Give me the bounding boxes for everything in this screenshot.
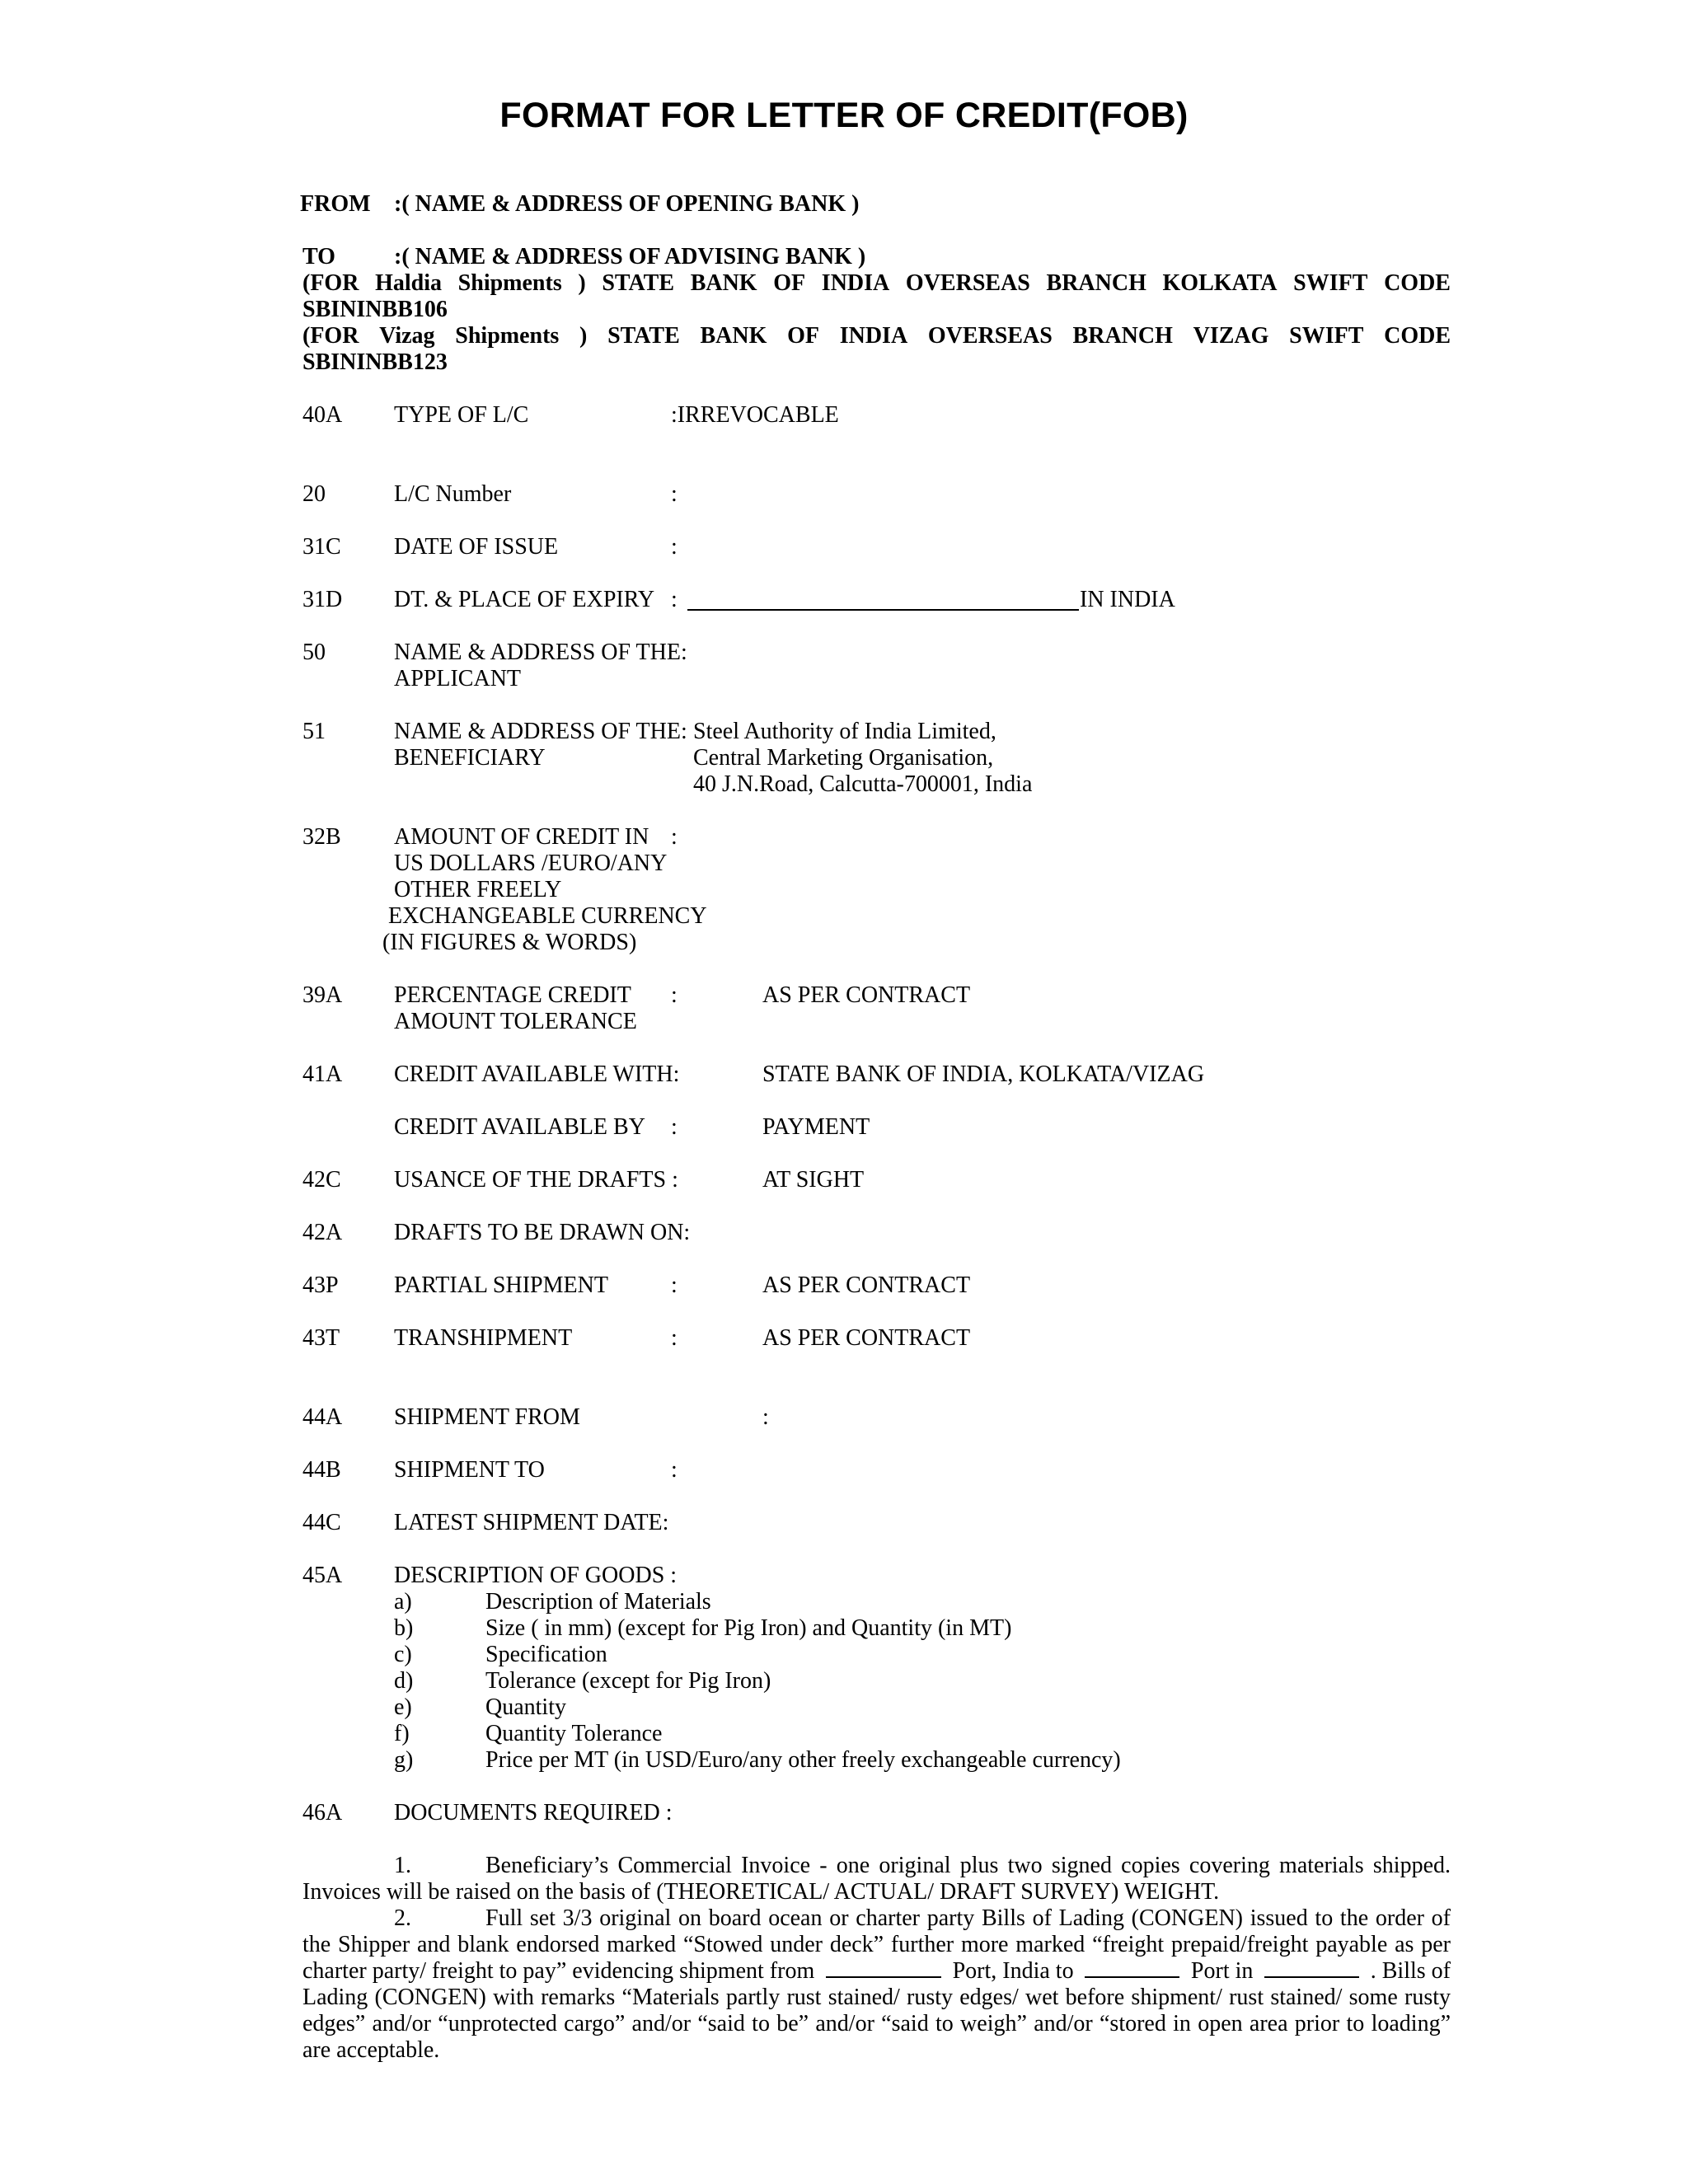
doc-text-line: Full set 3/3 original on board ocean or charter party Bills of Lading (CONGEN) issued to the order of (485, 1905, 1451, 1931)
field-code: 51 (302, 719, 326, 744)
vizag-word: VIZAG (1193, 323, 1269, 349)
field-code: 46A (302, 1800, 343, 1825)
vizag-word: (FOR (302, 323, 359, 349)
doc-number: 1. (394, 1853, 411, 1878)
field-code: 44C (302, 1510, 341, 1535)
haldia-word: STATE (602, 270, 675, 296)
field-label-amount-3: OTHER FREELY (394, 877, 562, 902)
doc-text-line: Lading (CONGEN) with remarks “Materials partly rust stained/ rusty edges/ wet before shipment/ rust stained/ some rusty (302, 1985, 1451, 2010)
goods-item-key: d) (394, 1668, 414, 1694)
field-label-transhipment: TRANSHIPMENT (394, 1325, 573, 1351)
to-label: TO (302, 244, 335, 269)
field-colon: : (671, 534, 678, 560)
field-colon: : (671, 1457, 678, 1483)
field-code: 31C (302, 534, 341, 560)
field-label-amount-2: US DOLLARS /EURO/ANY (394, 851, 668, 876)
field-colon: : (762, 1404, 769, 1430)
doc-text-segment: Port, India to (952, 1958, 1074, 1984)
vizag-word: STATE (607, 323, 680, 349)
field-colon: : (671, 587, 678, 612)
doc-text-line: Beneficiary’s Commercial Invoice - one original plus two signed copies covering materials shipped. (485, 1853, 1451, 1878)
field-label-applicant: NAME & ADDRESS OF THE: (394, 640, 687, 665)
port-in-blank (1264, 1958, 1359, 1978)
field-label-tolerance-2: AMOUNT TOLERANCE (394, 1009, 637, 1034)
field-label-expiry: DT. & PLACE OF EXPIRY (394, 587, 655, 612)
field-label-beneficiary: NAME & ADDRESS OF THE: (394, 719, 687, 744)
field-value-available-by: PAYMENT (762, 1114, 870, 1140)
field-label-latest-shipment-date: LATEST SHIPMENT DATE: (394, 1510, 669, 1535)
haldia-word: Shipments (457, 270, 562, 296)
field-value-available-with: STATE BANK OF INDIA, KOLKATA/VIZAG (762, 1062, 1205, 1087)
expiry-blank-line (687, 609, 1079, 611)
goods-item-text: Description of Materials (485, 1589, 711, 1615)
from-label: FROM (300, 191, 371, 217)
field-label-amount-4: EXCHANGEABLE CURRENCY (388, 903, 707, 929)
field-label-available-by: CREDIT AVAILABLE BY (394, 1114, 645, 1140)
field-value-partial-shipment: AS PER CONTRACT (762, 1272, 971, 1298)
field-value-usance: AT SIGHT (762, 1167, 865, 1193)
field-label-shipment-from: SHIPMENT FROM (394, 1404, 580, 1430)
field-label-drafts-drawn-on: DRAFTS TO BE DRAWN ON: (394, 1220, 691, 1245)
haldia-line (302, 270, 1451, 297)
field-label-description-of-goods: DESCRIPTION OF GOODS : (394, 1563, 678, 1588)
field-code: 45A (302, 1563, 343, 1588)
haldia-word: (FOR (302, 270, 359, 296)
field-label-beneficiary-2: BENEFICIARY (394, 745, 546, 771)
field-value-expiry-place: IN INDIA (1080, 587, 1175, 612)
field-code: 50 (302, 640, 326, 665)
field-colon: : (671, 824, 678, 850)
field-colon: : (671, 982, 678, 1008)
field-code: 41A (302, 1062, 343, 1087)
haldia-word: OVERSEAS (905, 270, 1030, 296)
field-label-amount: AMOUNT OF CREDIT IN (394, 824, 649, 850)
vizag-word: OVERSEAS (927, 323, 1053, 349)
goods-item-key: b) (394, 1615, 414, 1641)
field-label-available-with: CREDIT AVAILABLE WITH: (394, 1062, 680, 1087)
goods-item-key: e) (394, 1694, 412, 1720)
haldia-word: BRANCH (1046, 270, 1146, 296)
doc-text-segment: Port in (1190, 1958, 1254, 1984)
haldia-word: BANK (690, 270, 757, 296)
vizag-word: Vizag (379, 323, 435, 349)
haldia-word: ) (578, 270, 586, 296)
field-colon: : (671, 1272, 678, 1298)
doc-text-line: the Shipper and blank endorsed marked “Stowed under deck” further more marked “freight prepaid/freight payable as per (302, 1932, 1451, 1957)
haldia-word: KOLKATA (1162, 270, 1278, 296)
beneficiary-address-line: Central Marketing Organisation, (693, 745, 994, 771)
vizag-word: ) (579, 323, 588, 349)
field-code: 43T (302, 1325, 340, 1351)
from-value: :( NAME & ADDRESS OF OPENING BANK ) (394, 191, 860, 217)
port-to-blank (1085, 1958, 1179, 1978)
field-code: 42C (302, 1167, 341, 1193)
goods-item-text: Specification (485, 1642, 607, 1667)
field-value-transhipment: AS PER CONTRACT (762, 1325, 971, 1351)
vizag-word: BANK (700, 323, 767, 349)
field-label-documents-required: DOCUMENTS REQUIRED : (394, 1800, 673, 1825)
page-title: FORMAT FOR LETTER OF CREDIT(FOB) (499, 96, 1189, 135)
field-label-date-of-issue: DATE OF ISSUE (394, 534, 559, 560)
field-value-tolerance: AS PER CONTRACT (762, 982, 971, 1008)
doc-text-line: are acceptable. (302, 2037, 440, 2063)
field-code: 20 (302, 481, 326, 507)
vizag-word: OF (787, 323, 819, 349)
doc-text-line: Invoices will be raised on the basis of (THEORETICAL/ ACTUAL/ DRAFT SURVEY) WEIGHT. (302, 1879, 1220, 1905)
field-code: 40A (302, 402, 343, 428)
field-code: 42A (302, 1220, 343, 1245)
goods-item-key: f) (394, 1721, 410, 1746)
field-colon: : (671, 481, 678, 507)
beneficiary-address-line: Steel Authority of India Limited, (693, 719, 996, 744)
field-label-partial-shipment: PARTIAL SHIPMENT (394, 1272, 608, 1298)
vizag-word: SWIFT (1289, 323, 1364, 349)
haldia-word: INDIA (821, 270, 890, 296)
beneficiary-address-line: 40 J.N.Road, Calcutta-700001, India (693, 771, 1033, 797)
haldia-word: Haldia (375, 270, 443, 296)
field-code: 44B (302, 1457, 341, 1483)
field-code: 44A (302, 1404, 343, 1430)
vizag-word: INDIA (839, 323, 908, 349)
field-code: 32B (302, 824, 341, 850)
field-code: 39A (302, 982, 343, 1008)
vizag-line (302, 323, 1451, 349)
field-label-type-of-lc: TYPE OF L/C (394, 402, 529, 428)
field-colon: : (671, 1325, 678, 1351)
vizag-word: CODE (1384, 323, 1451, 349)
vizag-word: Shipments (455, 323, 560, 349)
field-colon: : (671, 1114, 678, 1140)
field-label-tolerance: PERCENTAGE CREDIT (394, 982, 631, 1008)
doc-text-segment: . Bills of (1370, 1958, 1451, 1984)
vizag-swift-code: SBININBB123 (302, 349, 448, 375)
field-label-applicant-2: APPLICANT (394, 666, 522, 691)
goods-item-text: Price per MT (in USD/Euro/any other freely exchangeable currency) (485, 1747, 1121, 1773)
goods-item-key: a) (394, 1589, 412, 1615)
doc-text-line: edges” and/or “unprotected cargo” and/or “said to be” and/or “said to weigh” and/or “stored in open area prior to loading” (302, 2011, 1451, 2036)
goods-item-text: Tolerance (except for Pig Iron) (485, 1668, 771, 1694)
field-value-type-of-lc: :IRREVOCABLE (671, 402, 839, 428)
field-label-amount-5: (IN FIGURES & WORDS) (382, 930, 637, 955)
haldia-swift-code: SBININBB106 (302, 297, 448, 322)
field-code: 31D (302, 587, 343, 612)
field-label-shipment-to: SHIPMENT TO (394, 1457, 545, 1483)
goods-item-text: Quantity Tolerance (485, 1721, 663, 1746)
vizag-word: BRANCH (1072, 323, 1173, 349)
goods-item-key: g) (394, 1747, 414, 1773)
port-from-blank (826, 1958, 941, 1978)
doc-text-line-with-blanks (302, 1958, 1451, 1985)
haldia-word: OF (773, 270, 806, 296)
field-label-usance: USANCE OF THE DRAFTS : (394, 1167, 678, 1193)
haldia-word: CODE (1384, 270, 1451, 296)
doc-number: 2. (394, 1905, 411, 1931)
doc-text-segment: charter party/ freight to pay” evidencing shipment from (302, 1958, 815, 1984)
to-value: :( NAME & ADDRESS OF ADVISING BANK ) (394, 244, 866, 269)
haldia-word: SWIFT (1293, 270, 1368, 296)
goods-item-text: Size ( in mm) (except for Pig Iron) and Quantity (in MT) (485, 1615, 1012, 1641)
goods-item-text: Quantity (485, 1694, 566, 1720)
field-label-lc-number: L/C Number (394, 481, 512, 507)
goods-item-key: c) (394, 1642, 412, 1667)
field-code: 43P (302, 1272, 339, 1298)
